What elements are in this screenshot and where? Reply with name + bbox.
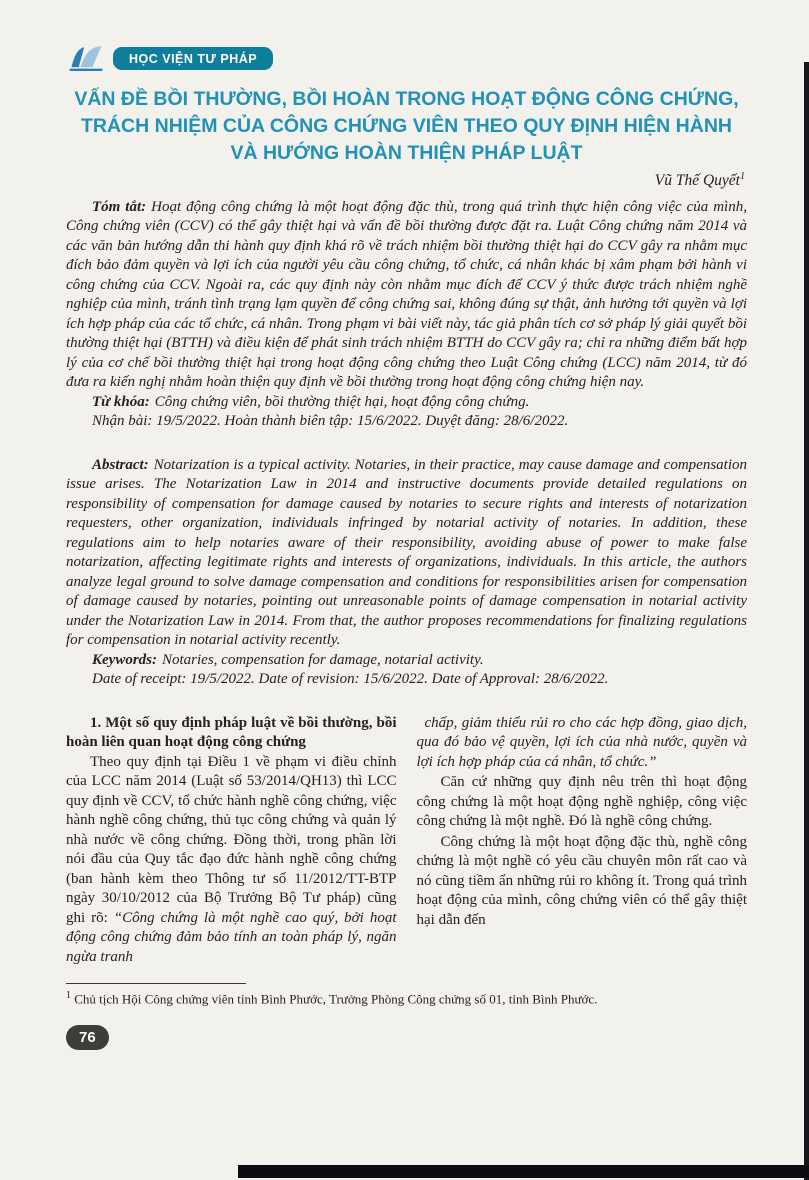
keywords-paragraph <box>66 651 747 671</box>
left-paragraph-text: Theo quy định tại Điều 1 về phạm vi điều chỉnh của LCC năm 2014 (Luật số 53/2014/QH13) thì LCC quy định về CCV, tổ chức hành nghề công chứng, việc hành nghề công chứng, thủ tục công chứng và quản lý nhà nước về công chứng. Đồng thời, trong phần lời nói đầu của Quy tắc đạo đức hành nghề công chứng (ban hành kèm theo Thông tư số 11/2012/TT-BTP ngày 30/10/2012 của Bộ Trưởng Bộ Tư pháp) cũng ghi rõ: <box>66 753 397 926</box>
abstract-english <box>66 456 747 690</box>
tu-khoa-body: Công chứng viên, bồi thường thiệt hại, hoạt động công chứng. <box>154 393 530 410</box>
keywords-body: Notaries, compensation for damage, notarial activity. <box>162 651 484 668</box>
tu-khoa-paragraph <box>66 393 747 413</box>
hoc-vien-tu-phap-logo-icon <box>66 42 106 74</box>
article-title: VẤN ĐỀ BỒI THƯỜNG, BỒI HOÀN TRONG HOẠT ĐỘNG CÔNG CHỨNG, TRÁCH NHIỆM CỦA CÔNG CHỨNG VIÊN THEO QUY ĐỊNH HIỆN HÀNH VÀ HƯỚNG HOÀN THIỆN PHÁP LUẬT <box>74 88 739 164</box>
left-column <box>66 714 397 968</box>
scan-artifact-right-edge <box>804 62 809 1180</box>
author-name: Vũ Thế Quyết <box>654 171 740 189</box>
tom-tat-paragraph <box>66 198 747 393</box>
left-column-paragraph <box>66 753 397 968</box>
scan-artifact-bottom-edge <box>238 1165 809 1178</box>
left-paragraph-quote: “Công chứng là một nghề cao quý, bởi hoạt động công chứng đảm bảo tính an toàn pháp lý, ngăn ngừa tranh <box>66 909 397 965</box>
tom-tat-body: Hoạt động công chứng là một hoạt động đặc thù, trong quá trình thực hiện công việc của mình, Công chứng viên (CCV) có thể gây thiệt hại và vấn đề bồi thường được đặt ra. Luật Công chứng năm 2014 và các văn bản hướng dẫn thi hành quy định khá rõ về trách nhiệm bồi thường thiệt hại do CCV gây ra nhằm mục đích bảo đảm quyền và lợi ích của người yêu cầu công chứng, tổ chức, cá nhân khác bị xâm phạm bởi hành vi công chứng của CCV. Ngoài ra, các quy định này còn nhằm mục đích để CCV ý thức được trách nhiệm nghề nghiệp của mình, tránh tình trạng lạm quyền để công chứng sai, không đúng sự thật, ảnh hưởng tới quyền và lợi ích hợp pháp của các tổ chức, cá nhân. Trong phạm vi bài viết này, tác giả phân tích cơ sở pháp lý giải quyết bồi thường thiệt hại (BTTH) và điều kiện để phát sinh trách nhiệm BTTH do CCV gây ra; chỉ ra những điểm bất hợp lý của cơ chế bồi thường thiệt hại trong hoạt động công chứng theo Luật Công chứng (LCC) năm 2014, từ đó đưa ra kiến nghị nhằm hoàn thiện quy định về bồi thường trong hoạt động công chứng hiện nay. <box>66 198 747 391</box>
section-spacer <box>66 432 747 456</box>
vi-dates-line: Nhận bài: 19/5/2022. Hoàn thành biên tập: 15/6/2022. Duyệt đăng: 28/6/2022. <box>92 413 569 430</box>
abstract-body: Notarization is a typical activity. Notaries, in their practice, may cause damage and compensation issue arises. The Notarization Law in 2014 and instructive documents provide detailed regulations on responsibility of compensation for damage caused by notaries to secure rights and interests of notarization requesters, other organization, individuals infringed by notarial activity of notaries. In addition, these regulations aim to help notaries aware of their responsibility, avoiding abuse of power to make false notarization, affecting legitimate rights and interests of organizations, individuals. In this article, the authors analyze legal ground to solve damage compensation and conditions for responsibilities arisen for compensation of damage caused by notaries, pointing out unreasonable points of damage compensation in notarial activity under the Notarization Law in 2014. From that, the author proposes recommendations for finalizing regulations for compensation in notarial activity recently. <box>66 456 747 649</box>
journal-header <box>66 42 747 74</box>
right-paragraph-quote-continuation: chấp, giảm thiểu rủi ro cho các hợp đồng, giao dịch, qua đó bảo vệ quyền, lợi ích của nhà nước, quyền và lợi ích hợp pháp của cá nhân, tổ chức.” <box>416 714 747 770</box>
en-dates-line: Date of receipt: 19/5/2022. Date of revision: 15/6/2022. Date of Approval: 28/6/2022. <box>92 671 609 688</box>
abstract-label: Abstract: <box>92 456 149 473</box>
right-paragraph-2: Căn cứ những quy định nêu trên thì hoạt động công chứng là một hoạt động nghề nghiệp, công việc công chứng là một nghề. Đó là nghề công chứng. <box>416 774 747 830</box>
footnote <box>66 989 747 1008</box>
journal-badge: HỌC VIỆN TƯ PHÁP <box>113 47 273 70</box>
author-footnote-ref: 1 <box>740 170 745 182</box>
right-column <box>417 714 748 968</box>
footnote-divider <box>66 983 246 984</box>
keywords-label: Keywords: <box>92 651 157 668</box>
abstract-paragraph <box>66 456 747 651</box>
page-number: 76 <box>66 1025 109 1050</box>
right-paragraph-3: Công chứng là một hoạt động đặc thù, nghề công chứng là một nghề có yêu cầu chuyên môn rất cao và nó cũng tiềm ẩn những rủi ro không ít. Trong quá trình hoạt động của mình, công chứng viên có thể gây thiệt hại dẫn đến <box>416 833 747 928</box>
article-body <box>66 714 747 968</box>
abstract-vietnamese <box>66 198 747 432</box>
footnote-area <box>66 983 747 1049</box>
footnote-ref: 1 <box>66 990 71 1002</box>
tu-khoa-label: Từ khóa: <box>92 393 150 410</box>
section-heading: 1. Một số quy định pháp luật về bồi thường, bồi hoàn liên quan hoạt động công chứng <box>66 714 397 751</box>
footnote-text: Chủ tịch Hội Công chứng viên tỉnh Bình Phước, Trưởng Phòng Công chứng số 01, tỉnh Bình Phước. <box>71 991 598 1007</box>
tom-tat-label: Tóm tắt: <box>92 198 147 215</box>
author-line <box>66 171 745 190</box>
